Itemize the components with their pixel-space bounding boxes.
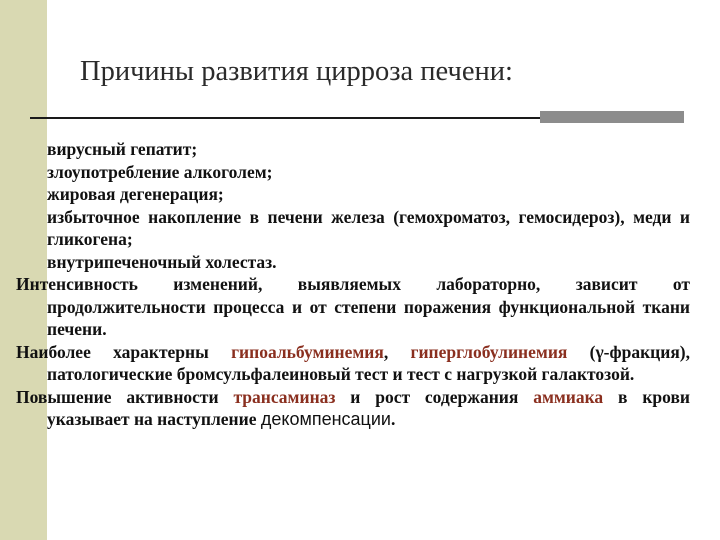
highlight-term: аммиака <box>533 386 604 407</box>
paragraph-lab-changes: Интенсивность изменений, выявляемых лабораторно, зависит от продолжительности процесса и от степени поражения функциональной ткани печени. <box>16 274 690 339</box>
decompensation-term: декомпенсации <box>260 409 391 429</box>
paragraph-decompensation <box>16 386 690 431</box>
paragraph-text: (γ-фракция), патологические бромсульфалеиновый тест и тест с нагрузкой галактозой. <box>47 341 691 384</box>
square-bullet-icon <box>15 190 25 200</box>
square-bullet-icon <box>15 145 25 155</box>
bullet-item <box>16 251 690 274</box>
bullet-item <box>16 138 690 161</box>
bullet-text: избыточное накопление в печени железа (гемохроматоз, гемосидероз), меди и гликогена; <box>47 206 690 249</box>
bullet-text: внутрипеченочный холестаз. <box>47 251 277 272</box>
title-underline <box>30 117 540 119</box>
bullet-item <box>16 183 690 206</box>
highlight-term: гиперглобулинемия <box>410 341 568 362</box>
paragraph-text: и рост содержания <box>335 386 534 407</box>
paragraph-characteristic-findings <box>16 341 690 386</box>
bullet-text: вирусный гепатит; <box>47 139 198 159</box>
bullet-item <box>16 206 690 251</box>
paragraph-text: Повышение активности <box>16 386 234 407</box>
slide-title: Причины развития цирроза печени: <box>80 56 513 87</box>
highlight-term: гипоальбуминемия <box>231 341 384 362</box>
title-underline-accent <box>540 111 684 123</box>
bullet-item <box>16 161 690 184</box>
paragraph-text: , <box>383 341 411 362</box>
square-bullet-icon <box>15 213 25 223</box>
square-bullet-icon <box>15 168 25 178</box>
paragraph-text: . <box>390 409 396 429</box>
bullet-text: жировая дегенерация; <box>47 184 224 204</box>
slide-content <box>16 138 690 431</box>
paragraph-text: в крови указывает на наступление <box>47 386 690 429</box>
square-bullet-icon <box>15 258 25 268</box>
bullet-text: злоупотребление алкоголем; <box>47 161 273 182</box>
paragraph-text: Наиболее характерны <box>16 341 232 362</box>
highlight-term: трансаминаз <box>233 386 336 407</box>
